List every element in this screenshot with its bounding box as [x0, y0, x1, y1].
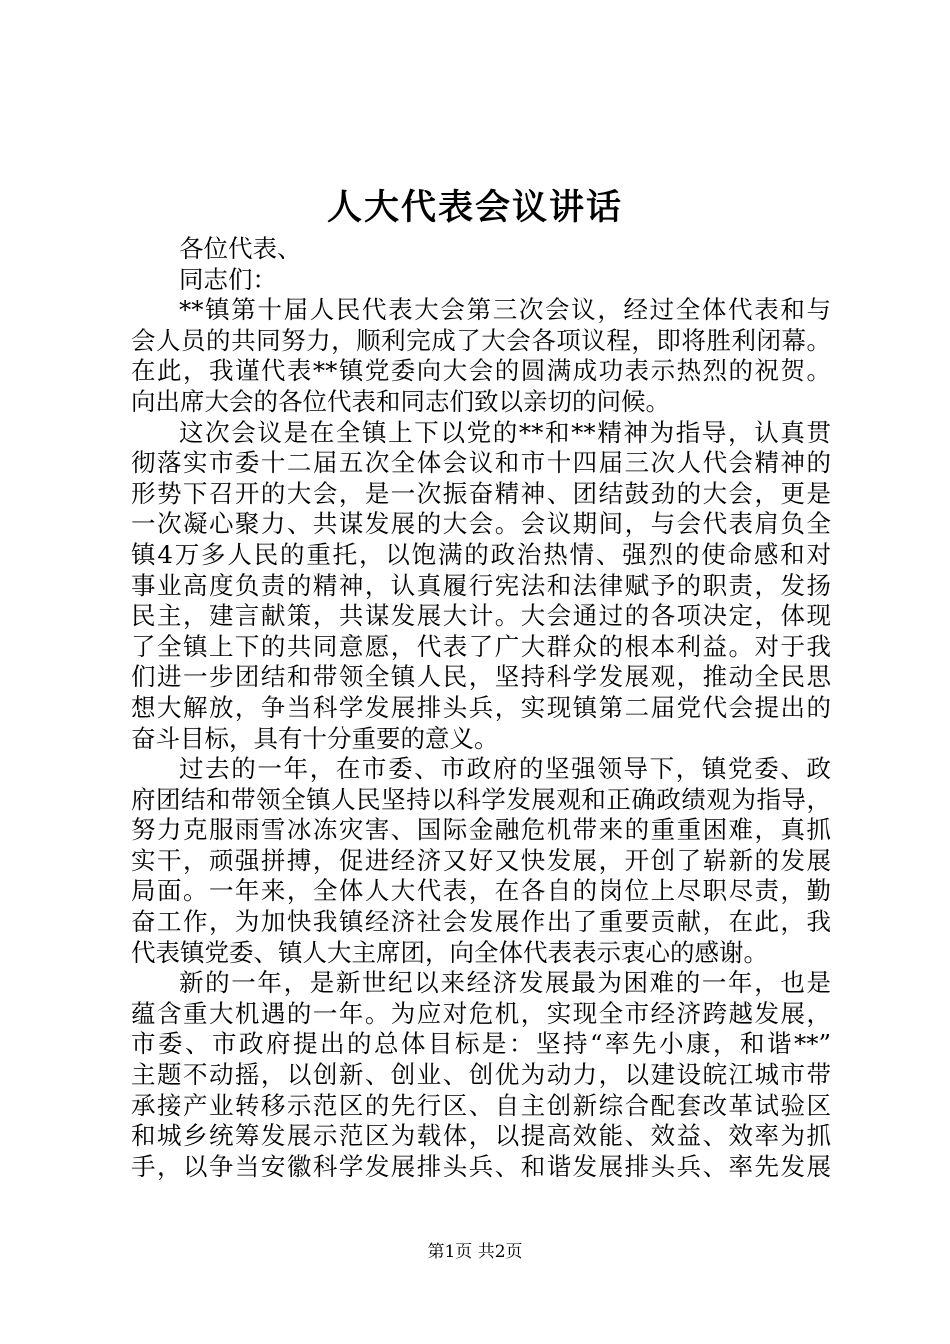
document-title: 人大代表会议讲话 [326, 187, 623, 228]
paragraph-line: 新的一年，是新世纪以来经济发展最为困难的一年，也是 [179, 968, 831, 998]
paragraph-line: 彻落实市委十二届五次全体会议和市十四届三次人代会精神的 [131, 448, 831, 478]
paragraph-line: 事业高度负责的精神，认真履行宪法和法律赋予的职责，发扬 [131, 570, 831, 600]
paragraph-line: 形势下召开的大会，是一次振奋精神、团结鼓劲的大会，更是 [131, 478, 831, 508]
paragraph-line: 主题不动摇，以创新、创业、创优为动力，以建设皖江城市带 [131, 1060, 831, 1090]
paragraph-line: 向出席大会的各位代表和同志们致以亲切的问候。 [131, 386, 670, 416]
paragraph-line: **镇第十届人民代表大会第三次会议，经过全体代表和与 [179, 295, 831, 325]
paragraph-line: 镇4万多人民的重托，以饱满的政治热情、强烈的使命感和对 [131, 539, 831, 569]
paragraph-line: 在此，我谨代表**镇党委向大会的圆满成功表示热烈的祝贺。 [131, 356, 831, 386]
paragraph-line: 局面。一年来，全体人大代表，在各自的岗位上尽职尽责，勤 [131, 876, 831, 906]
paragraph-line: 实干，顽强拼搏，促进经济又好又快发展，开创了崭新的发展 [131, 845, 831, 875]
paragraph-line: 手，以争当安徽科学发展排头兵、和谐发展排头兵、率先发展 [131, 1151, 831, 1181]
paragraph-line: 了全镇上下的共同意愿，代表了广大群众的根本利益。对于我 [131, 631, 831, 661]
salutation-line: 同志们： [179, 264, 277, 294]
paragraph-line: 民主，建言献策，共谋发展大计。大会通过的各项决定，体现 [131, 601, 831, 631]
paragraph-line: 过去的一年，在市委、市政府的坚强领导下，镇党委、政 [179, 754, 831, 784]
paragraph-line: 奋斗目标，具有十分重要的意义。 [131, 723, 499, 753]
paragraph-line: 蕴含重大机遇的一年。为应对危机，实现全市经济跨越发展， [131, 998, 831, 1028]
paragraph-line: 一次凝心聚力、共谋发展的大会。会议期间，与会代表肩负全 [131, 509, 831, 539]
paragraph-line: 想大解放，争当科学发展排头兵，实现镇第二届党代会提出的 [131, 692, 831, 722]
paragraph-line: 和城乡统筹发展示范区为载体，以提高效能、效益、效率为抓 [131, 1121, 831, 1151]
page-number: 第1页 共2页 [427, 1242, 523, 1262]
paragraph-line: 代表镇党委、镇人大主席团，向全体代表表示衷心的感谢。 [131, 937, 768, 967]
paragraph-line: 奋工作，为加快我镇经济社会发展作出了重要贡献，在此，我 [131, 907, 831, 937]
document-body [131, 234, 831, 1182]
paragraph-line: 们进一步团结和带领全镇人民，坚持科学发展观，推动全民思 [131, 662, 831, 692]
paragraph-line: 努力克服雨雪冰冻灾害、国际金融危机带来的重重困难，真抓 [131, 815, 831, 845]
paragraph-line: 承接产业转移示范区的先行区、自主创新综合配套改革试验区 [131, 1090, 831, 1120]
paragraph-line: 这次会议是在全镇上下以党的**和**精神为指导，认真贯 [179, 417, 831, 447]
paragraph-line: 市委、市政府提出的总体目标是：坚持“率先小康，和谐**” [131, 1029, 831, 1059]
paragraph-line: 府团结和带领全镇人民坚持以科学发展观和正确政绩观为指导， [131, 784, 831, 814]
salutation-line: 各位代表、 [179, 234, 302, 263]
paragraph-line: 会人员的共同努力，顺利完成了大会各项议程，即将胜利闭幕。 [131, 325, 831, 355]
